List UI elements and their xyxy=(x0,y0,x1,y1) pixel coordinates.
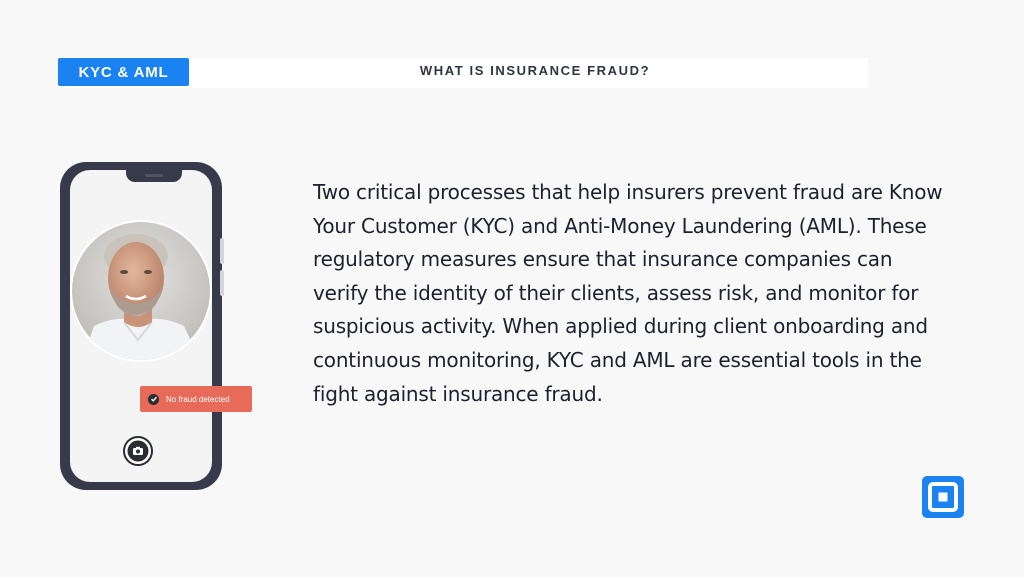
page-title: WHAT IS INSURANCE FRAUD? xyxy=(419,63,651,78)
body-paragraph: Two critical processes that help insurers prevent fraud are Know Your Customer (KYC) and Anti-Money Laundering (AML). These regulatory measures ensure that insurance companies can verify the identity of their clients, assess risk, and monitor for suspicious activity. When applied during client onboarding and continuous monitoring, KYC and AML are essential tools in the fight against insurance fraud. xyxy=(313,180,943,406)
camera-shutter-button[interactable] xyxy=(123,436,153,466)
avatar xyxy=(72,222,210,360)
phone-side-button xyxy=(220,238,224,264)
fraud-status-text: No fraud detected xyxy=(166,394,230,404)
phone-notch xyxy=(126,170,182,182)
category-tag: KYC & AML xyxy=(58,58,189,86)
fraud-status-badge xyxy=(140,386,252,412)
brand-logo xyxy=(922,476,964,518)
phone-side-button xyxy=(220,270,224,296)
portrait-photo xyxy=(72,222,210,360)
camera-icon xyxy=(123,436,153,466)
speaker-grill xyxy=(145,174,163,177)
square-brand-icon xyxy=(922,476,964,518)
check-circle-icon xyxy=(148,394,159,405)
